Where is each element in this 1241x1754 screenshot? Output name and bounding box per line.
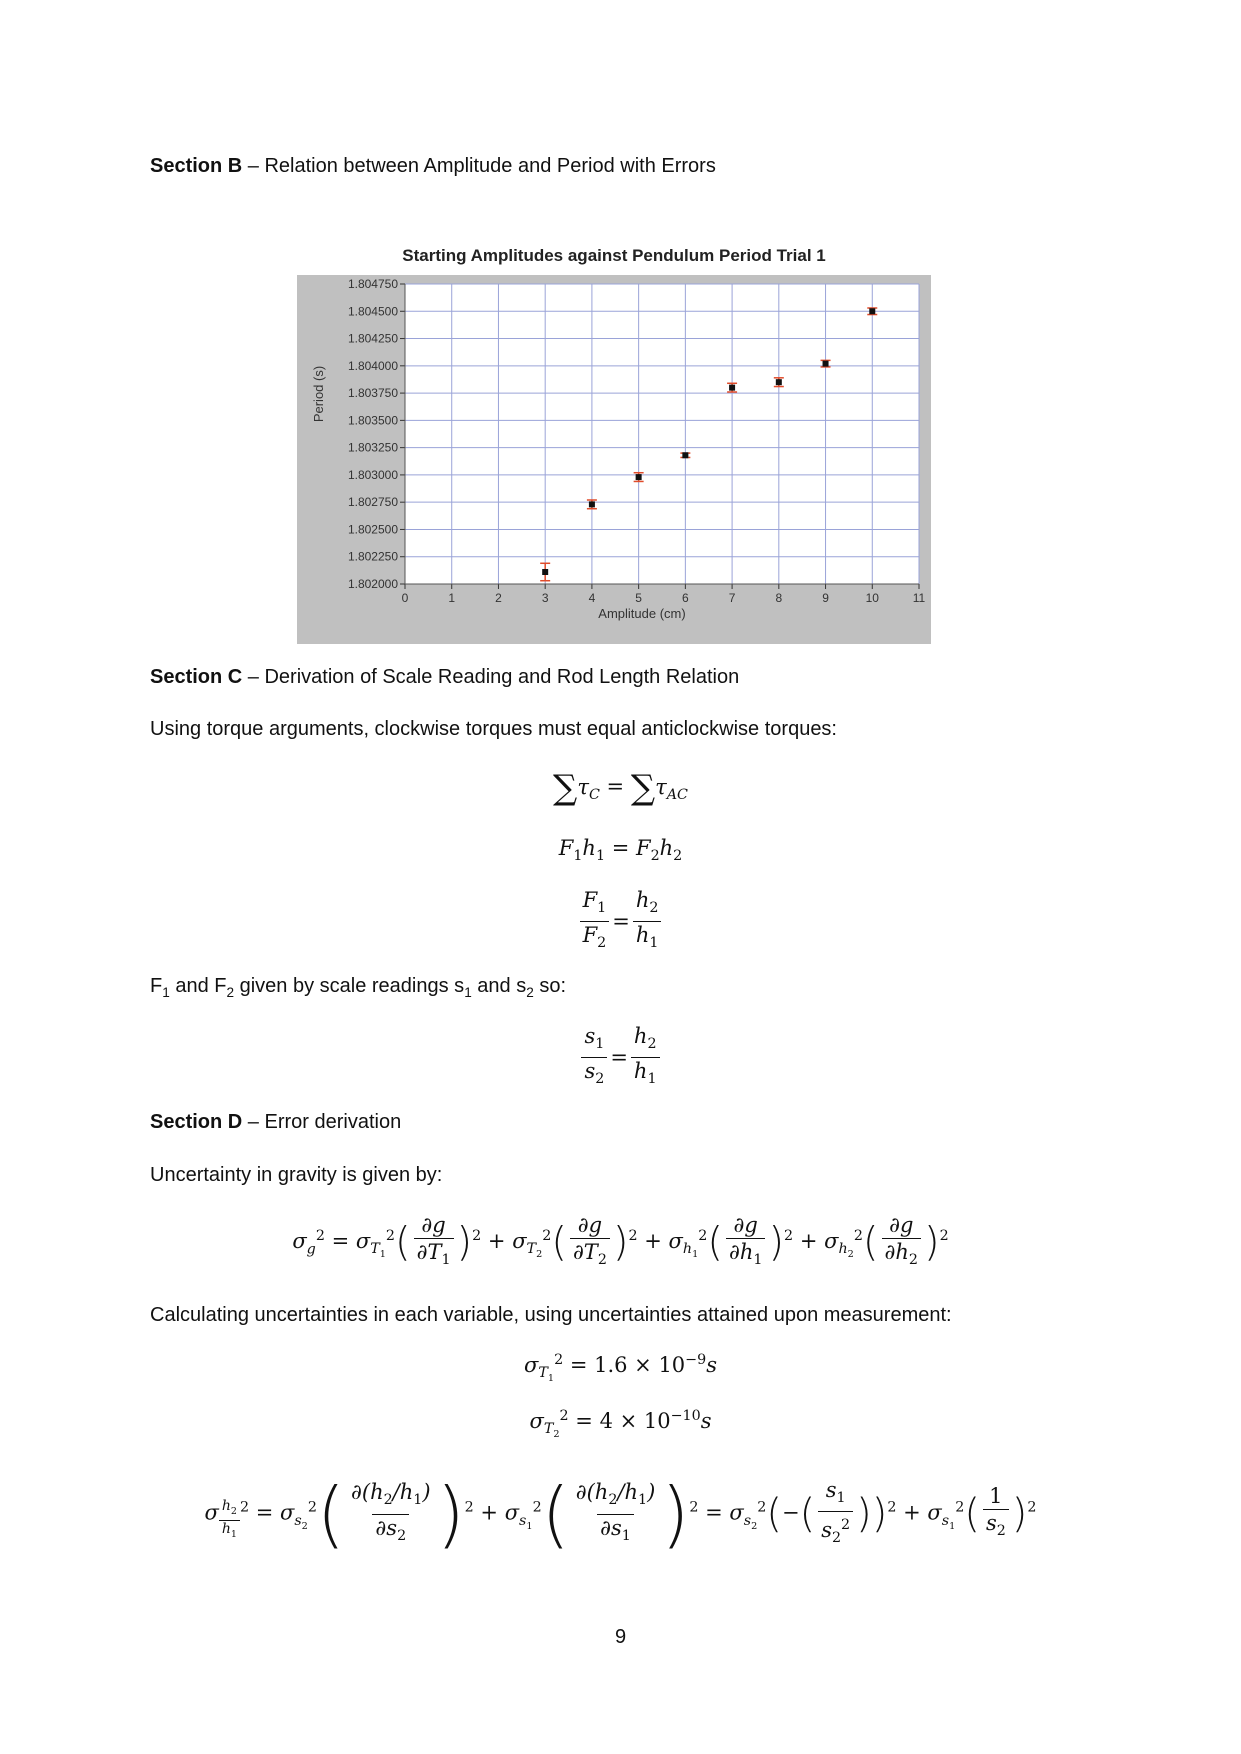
data-point	[589, 501, 595, 507]
calculation-paragraph: Calculating uncertainties in each variable, using uncertainties attained upon measurement:	[150, 1304, 952, 1326]
chart-title: Starting Amplitudes against Pendulum Period Trial 1	[402, 246, 826, 265]
scale-readings-paragraph: $F_1$ and $F_2$ given by scale readings $s_1$ and $s_2$ so:	[150, 975, 567, 1000]
x-tick-label: 8	[775, 591, 783, 605]
y-tick-label: 1.803250	[347, 440, 398, 455]
y-tick-label: 1.802250	[347, 549, 398, 564]
x-tick-label: 9	[822, 591, 829, 605]
x-tick-label: 6	[682, 591, 689, 605]
data-point	[729, 385, 735, 391]
y-tick-label: 1.804250	[347, 331, 398, 346]
force-ratio-equation: $\frac{F_1}{F_2}$ = $\frac{h_2}{h_1}$	[0, 887, 1241, 956]
x-tick-label: 4	[588, 591, 596, 605]
y-axis-label: Period (s)	[311, 365, 326, 423]
x-axis-label: Amplitude (cm)	[598, 606, 686, 621]
scale-ratio-equation: $\frac{s_1}{s_2}$ = $\frac{h_2}{h_1}$	[0, 1023, 1241, 1092]
amplitude-period-chart	[297, 239, 931, 644]
x-tick-label: 7	[728, 591, 736, 605]
plot-area	[405, 284, 919, 584]
gravity-uncertainty-paragraph: Uncertainty in gravity is given by:	[150, 1164, 443, 1186]
data-point	[542, 569, 548, 575]
section-b-heading: Section B – Relation between Amplitude and Period with Errors	[150, 155, 716, 177]
y-tick-label: 1.803500	[347, 413, 398, 428]
x-tick-label: 10	[865, 591, 879, 605]
x-tick-label: 5	[635, 591, 642, 605]
y-tick-label: 1.804500	[347, 304, 398, 319]
y-tick-label: 1.804750	[347, 277, 398, 291]
x-tick-label: 2	[495, 591, 502, 605]
data-point	[682, 452, 688, 458]
data-point	[636, 474, 642, 480]
torque-sum-equation: $\sum\tau_C = \sum\tau_{AC}$	[553, 768, 688, 808]
period1-uncertainty-equation: $\sigma_{T_1}^2 = 1.6 \times 10^{-9}s$	[524, 1352, 717, 1385]
torque-paragraph: Using torque arguments, clockwise torques must equal anticlockwise torques:	[150, 718, 837, 740]
force-moment-equation: $F_1h_1 = F_2h_2$	[558, 836, 683, 865]
section-d-heading: Section D – Error derivation	[150, 1111, 402, 1133]
data-point	[823, 361, 829, 367]
page-number: 9	[614, 1626, 627, 1648]
y-tick-label: 1.804000	[347, 358, 398, 373]
section-c-heading: Section C – Derivation of Scale Reading and Rod Length Relation	[150, 666, 740, 688]
x-tick-label: 1	[448, 591, 456, 605]
x-tick-label: 0	[401, 591, 409, 605]
y-tick-label: 1.803000	[347, 467, 398, 482]
x-tick-label: 3	[541, 591, 549, 605]
x-tick-label: 11	[912, 591, 926, 605]
period2-uncertainty-equation: $\sigma_{T_2}^2 = 4 \times 10^{-10}s$	[529, 1408, 712, 1441]
y-tick-label: 1.802500	[347, 522, 398, 537]
data-point	[869, 308, 875, 314]
gravity-uncertainty-equation: $\sigma_g^2 = \sigma_{T_1}^2$( $\frac{\partial g}{\partial T_1}$ )$^2 + \sigma_{T_2}^2$( $\frac{\partial g}{\partial T_2}$ )$^2 + \sigma_{h_1}^2$( $\frac{\partial g}{\partial h_1}$ )$^2 + \sigma_{h_2}^2$( $\frac{\partial g}{\partial h_2}$ )$^2$	[0, 1212, 1241, 1273]
y-tick-label: 1.802750	[347, 495, 398, 510]
y-tick-label: 1.803750	[347, 386, 398, 401]
y-tick-label: 1.802000	[347, 577, 398, 591]
height-ratio-uncertainty-equation: σ $_{\frac{h_2}{h_1}}$ $^2 = \sigma_{s_2}^2$( $\frac{\partial(h_2/h_1)}{\partial s_2}$ )$^2 + \sigma_{s_1}^2$( $\frac{\partial(h_2/h_1)}{\partial s_1}$ )$^2 = \sigma_{s_2}^2(-$( $\frac{s_1}{s_2^2}$ ))$^2 + \sigma_{s_1}^2$( $\frac{1}{s_2}$ )$^2$	[204, 1472, 1037, 1556]
data-point	[776, 379, 782, 385]
